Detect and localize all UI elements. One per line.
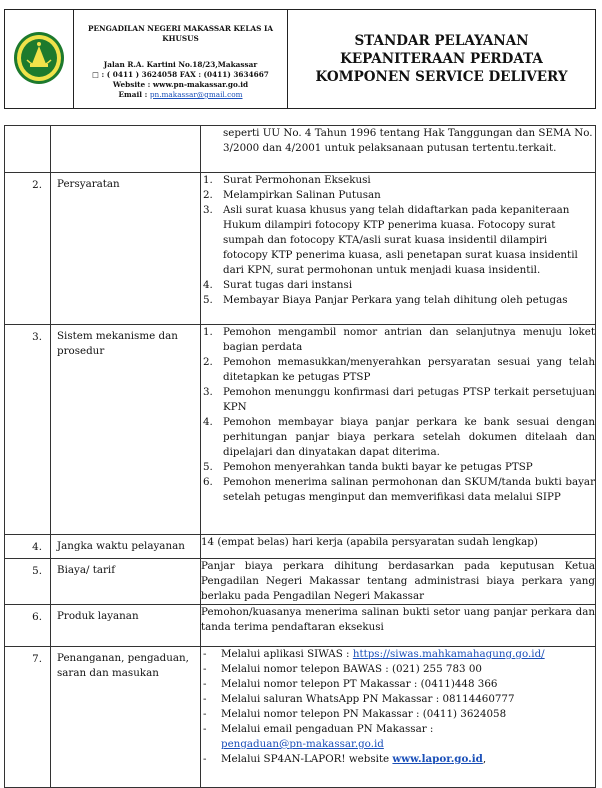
table-row	[5, 325, 596, 535]
list-item: - Melalui saluran WhatsApp PN Makassar : 08114460777	[203, 693, 515, 705]
row-label-text: Jangka waktu pelayanan	[57, 540, 185, 552]
list-item: - Melalui aplikasi SIWAS : https://siwas.mahkamahagung.go.id/	[203, 648, 545, 660]
complaint-channels-list	[201, 647, 595, 767]
row-number	[5, 126, 51, 173]
title-line-2: KEPANITERAAN PERDATA	[340, 51, 543, 67]
court-email	[74, 90, 287, 100]
siwas-link[interactable]: https://siwas.mahkamahagung.go.id/	[352, 648, 545, 660]
list-item: 4. Surat tugas dari instansi	[203, 279, 353, 291]
product-text: Pemohon/kuasanya menerima salinan bukti setor uang panjar perkara dan tanda terima pendaftaran eksekusi	[201, 606, 595, 633]
list-item: - Melalui nomor telepon PN Makassar : (0411) 3624058	[203, 708, 507, 720]
court-email-link[interactable]: pn.makassar@gmail.com	[149, 90, 243, 99]
row-content	[201, 126, 596, 173]
document-title	[288, 10, 595, 108]
list-item: - Melalui nomor telepon BAWAS : (021) 255 783 00	[203, 663, 482, 675]
row-number	[5, 173, 51, 325]
row-label	[51, 535, 201, 559]
row-number	[5, 535, 51, 559]
title-line-3: KOMPONEN SERVICE DELIVERY	[315, 69, 568, 85]
court-info	[74, 10, 288, 108]
court-logo-icon	[5, 10, 74, 107]
document-header	[4, 9, 596, 109]
court-phone: □ : ( 0411 ) 3624058 FAX : (0411) 3634667	[92, 70, 269, 79]
list-item: 5. Membayar Biaya Panjar Perkara yang telah dihitung oleh petugas	[203, 294, 568, 306]
row-label	[51, 126, 201, 173]
continuation-text: seperti UU No. 4 Tahun 1996 tentang Hak Tanggungan dan SEMA No. 3/2000 dan 4/2001 untuk pelaksanaan putusan tertentu.terkait.	[223, 127, 593, 154]
row-number-text: 7.	[32, 653, 42, 665]
list-item: 3. Asli surat kuasa khusus yang telah didaftarkan pada kepaniteraan Hukum dilampiri fotocopy KTP penerima kuasa. Fotocopy surat sumpah dan fotocopy KTA/asli surat kuasa insidentil dilampiri fotocopy KTP penerima kuasa, asli penetapan surat kuasa insidentil dari KPN, surat permohonan untuk menjadi kuasa insidentil.	[203, 204, 578, 276]
row-label-text: Sistem mekanisme dan prosedur	[57, 330, 178, 357]
row-number-text: 6.	[32, 611, 42, 623]
row-content	[201, 535, 596, 559]
procedure-list	[201, 325, 595, 505]
service-standard-table	[4, 125, 596, 788]
list-item: 2. Pemohon memasukkan/menyerahkan persyaratan sesuai yang telah ditetapkan ke petugas PTSP	[203, 356, 595, 383]
table-row	[5, 126, 596, 173]
row-label-text: Persyaratan	[57, 178, 120, 190]
list-item: 2. Melampirkan Salinan Putusan	[203, 189, 381, 201]
row-label-text: Penanganan, pengaduan, saran dan masukan	[57, 652, 189, 679]
list-item: - Melalui email pengaduan PN Makassar : pengaduan@pn-makassar.go.id	[203, 723, 434, 750]
list-item: - Melalui nomor telepon PT Makassar : (0411)448 366	[203, 678, 498, 690]
list-item: 5. Pemohon menyerahkan tanda bukti bayar ke petugas PTSP	[203, 461, 533, 473]
court-email-label: Email :	[118, 90, 148, 99]
court-website: Website : www.pn-makassar.go.id	[112, 80, 249, 89]
table-row	[5, 647, 596, 788]
row-number	[5, 605, 51, 647]
row-label-text: Biaya/ tarif	[57, 564, 116, 576]
list-item: 1. Surat Permohonan Eksekusi	[203, 174, 371, 186]
court-name: PENGADILAN NEGERI MAKASSAR KELAS IA KHUSUS	[87, 24, 274, 43]
list-item: 6. Pemohon menerima salinan permohonan dan SKUM/tanda bukti bayar setelah petugas menginput dan memverifikasi data melalui SIPP	[203, 476, 595, 503]
table-row	[5, 559, 596, 605]
fee-text: Panjar biaya perkara dihitung berdasarkan pada keputusan Ketua Pengadilan Negeri Makassar tentang administrasi biaya perkara yang berlaku pada Pengadilan Negeri Makassar	[201, 560, 595, 602]
row-content	[201, 559, 596, 605]
court-logo-cell	[5, 10, 74, 108]
list-item: - Melalui SP4AN-LAPOR! website www.lapor.go.id,	[203, 753, 487, 765]
row-number-text: 5.	[32, 565, 42, 577]
row-number-text: 3.	[32, 331, 42, 343]
table-row	[5, 535, 596, 559]
requirements-list	[201, 173, 595, 308]
row-label	[51, 605, 201, 647]
title-line-1: STANDAR PELAYANAN	[354, 33, 529, 49]
row-number	[5, 647, 51, 788]
list-item: 4. Pemohon membayar biaya panjar perkara ke bank sesuai dengan perhitungan panjar biaya perkara setelah dokumen ditelaah dan dipelajari dan dinyatakan dapat diterima.	[203, 416, 595, 458]
row-number-text: 4.	[32, 541, 42, 553]
row-content	[201, 605, 596, 647]
court-address: Jalan R.A. Kartini No.18/23,Makassar	[103, 60, 258, 69]
lapor-link[interactable]: www.lapor.go.id	[392, 753, 483, 765]
row-label	[51, 325, 201, 535]
service-duration: 14 (empat belas) hari kerja (apabila persyaratan sudah lengkap)	[201, 536, 538, 548]
table-row	[5, 173, 596, 325]
row-content	[201, 647, 596, 788]
row-number	[5, 325, 51, 535]
row-label	[51, 647, 201, 788]
row-number-text: 2.	[32, 179, 42, 191]
row-label-text: Produk layanan	[57, 610, 139, 622]
list-item: 1. Pemohon mengambil nomor antrian dan selanjutnya menuju loket bagian perdata	[203, 326, 595, 353]
row-content	[201, 325, 596, 535]
table-row	[5, 605, 596, 647]
row-number	[5, 559, 51, 605]
row-label	[51, 559, 201, 605]
row-content	[201, 173, 596, 325]
list-item: 3. Pemohon menunggu konfirmasi dari petugas PTSP terkait persetujuan KPN	[203, 386, 595, 413]
complaint-email-link[interactable]: pengaduan@pn-makassar.go.id	[221, 738, 384, 750]
row-label	[51, 173, 201, 325]
